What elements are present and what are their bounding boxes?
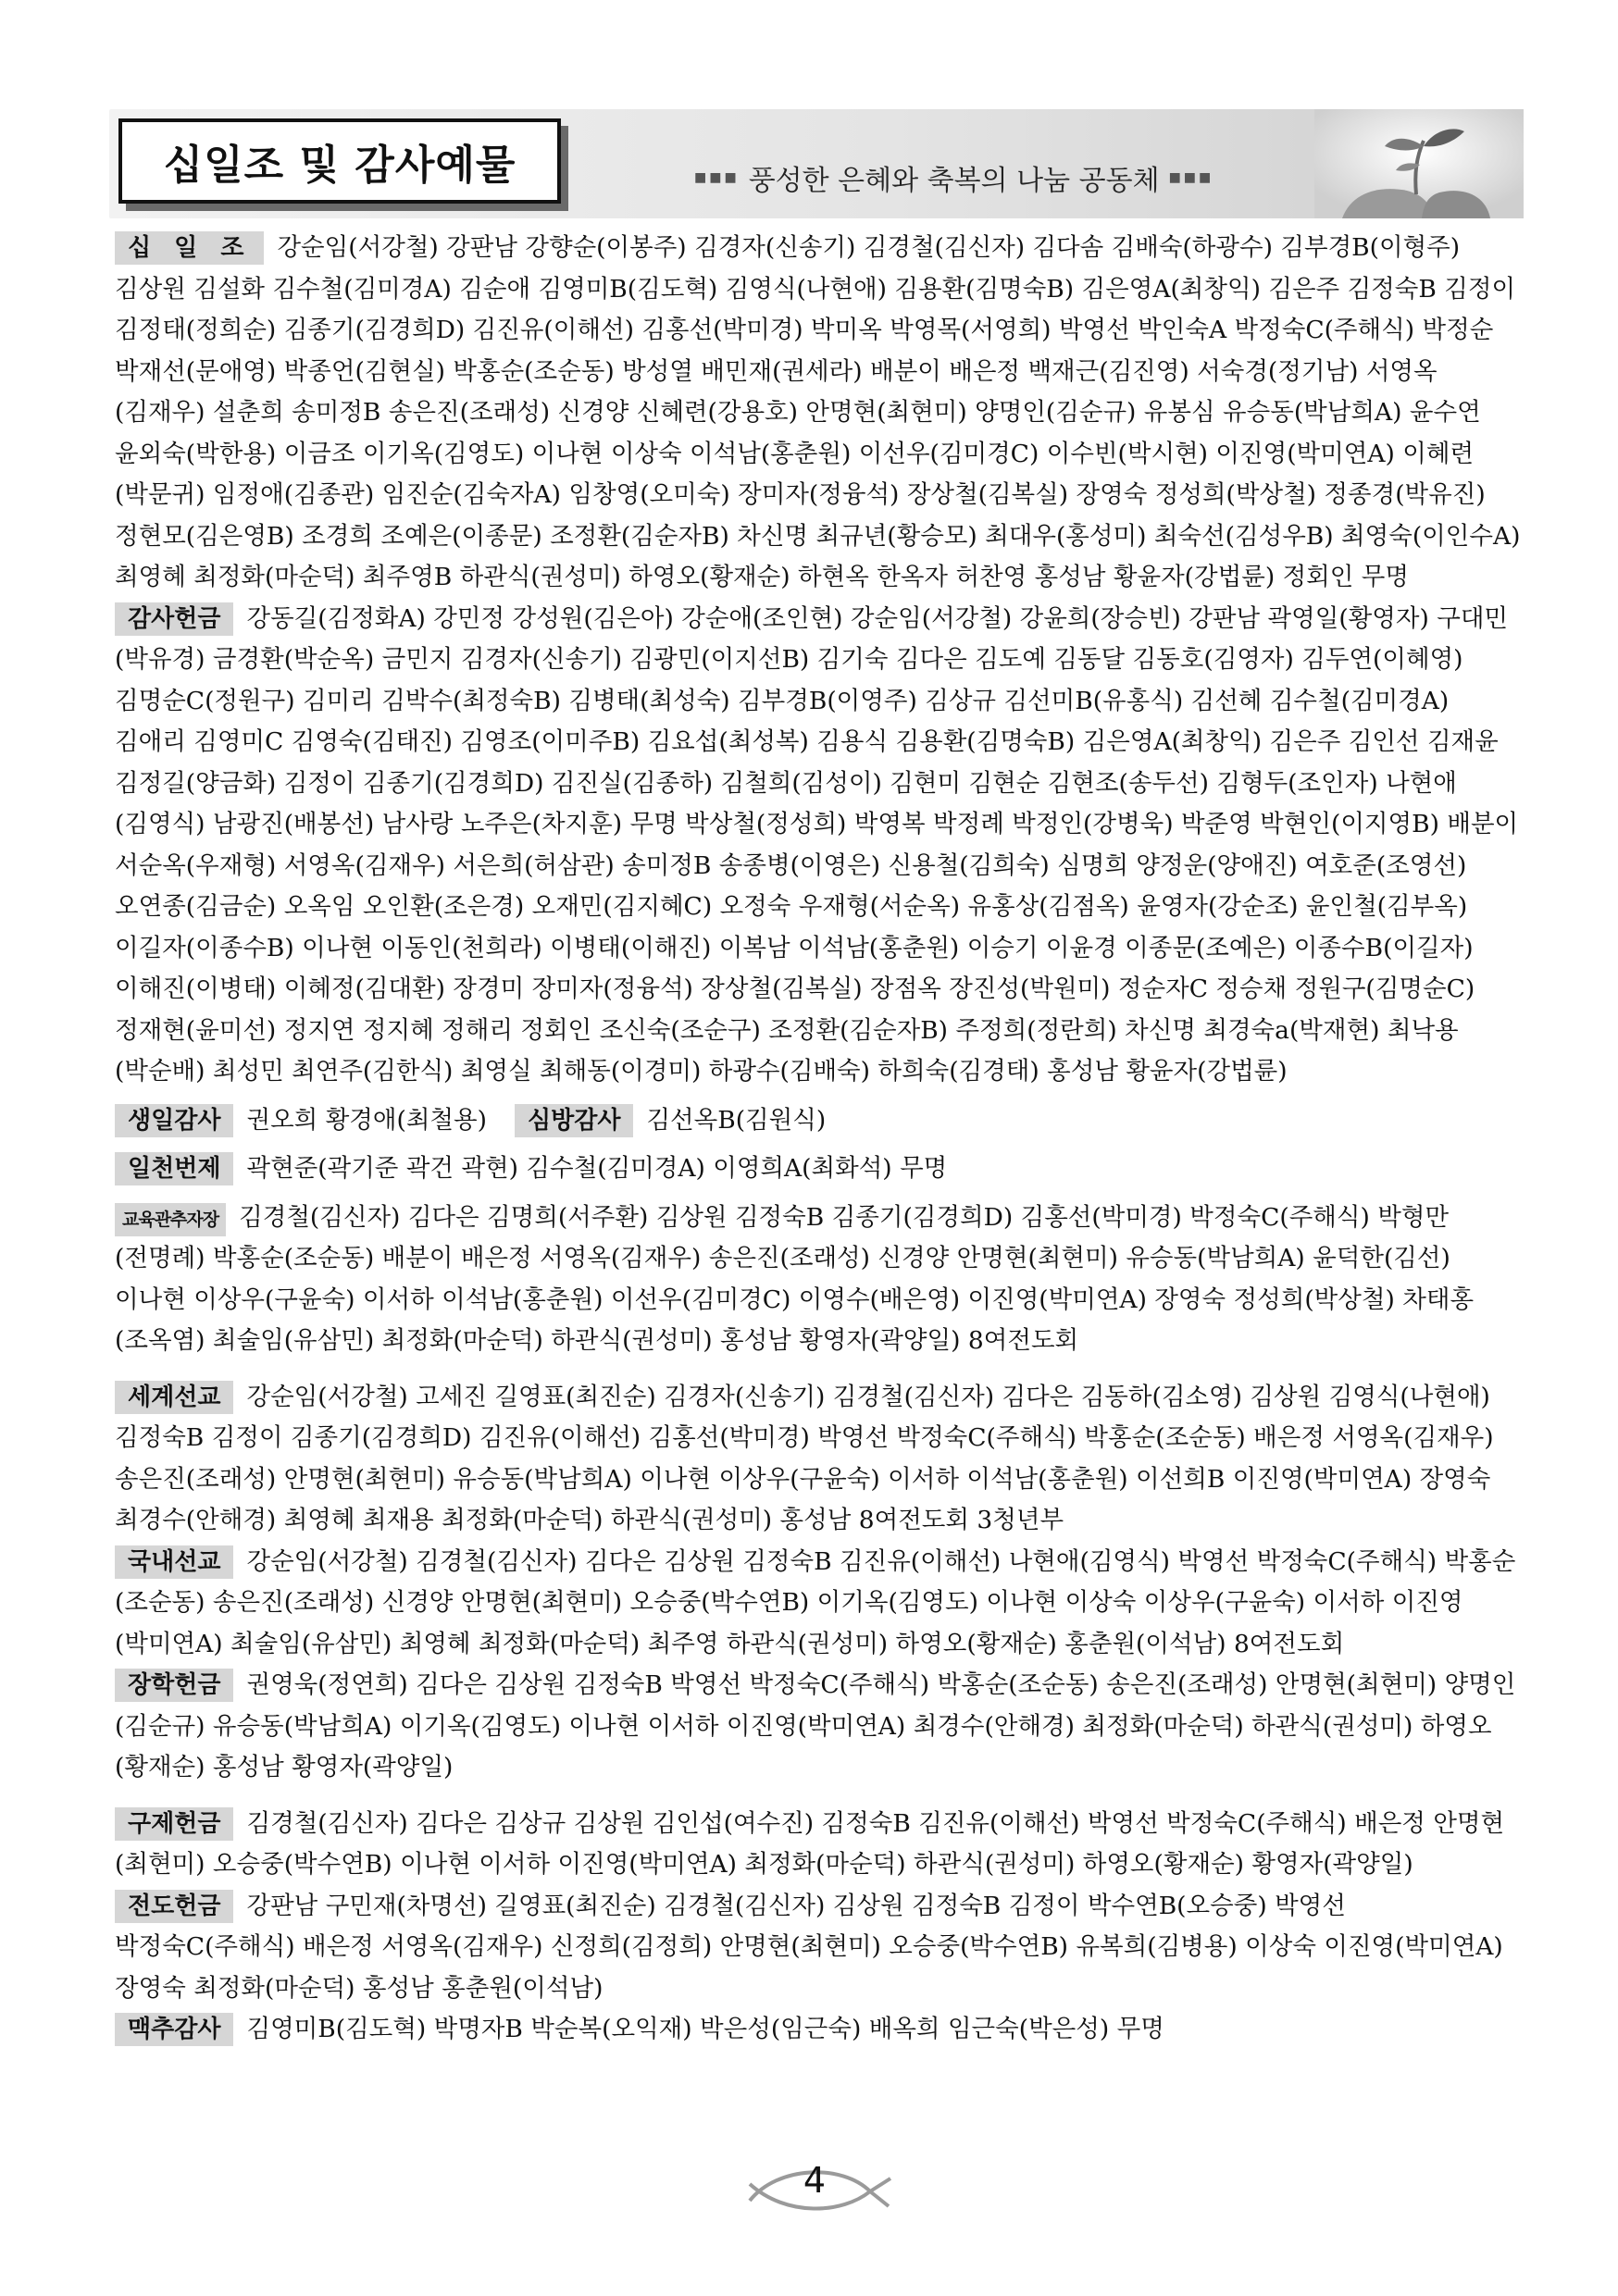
page-title-box	[118, 118, 561, 204]
section-label: 감사헌금	[115, 602, 233, 636]
section-names: 강순임(서강철) 고세진 길영표(최진순) 김경자(신송기) 김경철(김신자) 김다은 김동하(김소영) 김상원 김영식(나현애) 김정숙B 김정이 김종기(김경희D) 김진유(이해선) 김홍선(박미경) 박영선 박정숙C(주해식) 박홍순(조순동) 배은정 서영옥(김재우) 송은진(조래성) 안명현(최현미) 유승동(박남희A) 이나현 이상우(구윤숙) 이서하 이석남(홍춘원) 이선희B 이진영(박미연A) 장영숙 최경수(안해경) 최영혜 최재용 최정화(마순덕) 하관식(권성미) 홍성남 8여전도회 3청년부	[115, 1382, 1494, 1534]
section-names: 곽현준(곽기준 곽건 곽현) 김수철(김미경A) 이영희A(최화석) 무명	[246, 1154, 948, 1183]
section-label: 교육관추자장	[115, 1203, 226, 1236]
section-evangelism	[115, 1886, 1527, 2010]
section-label: 일천번제	[115, 1152, 233, 1185]
page-number: 4	[803, 2160, 827, 2201]
section-thanksgiving	[115, 599, 1527, 1093]
section-label: 국내선교	[115, 1545, 233, 1579]
section-names: 김경철(김신자) 김다은 김명희(서주환) 김상원 김정숙B 김종기(김경희D) 김홍선(박미경) 박정숙C(주해식) 박형만(전명례) 박홍순(조순동) 배분이 배은정 서영옥(김재우) 송은진(조래성) 신경양 안명현(최현미) 유승동(박남희A) 윤덕한(김선) 이나현 이상우(구윤숙) 이서하 이석남(홍춘원) 이선우(김미경C) 이영수(배은영) 이진영(박미연A) 장영숙 정성희(박상철) 차태홍(조옥염) 최술임(유삼민) 최정화(마순덕) 하관식(권성미) 홍성남 황영자(곽양일) 8여전도회	[115, 1202, 1475, 1355]
offering-list	[115, 228, 1527, 2051]
section-label: 구제헌금	[115, 1807, 233, 1841]
section-names: 강순임(서강철) 강판남 강향순(이봉주) 김경자(신송기) 김경철(김신자) 김다솜 김배숙(하광수) 김부경B(이형주) 김상원 김설화 김수철(김미경A) 김순애 김영미B(김도혁) 김영식(나현애) 김용환(김명숙B) 김은영A(최창익) 김은주 김정숙B 김정이 김정태(정희순) 김종기(김경희D) 김진유(이해선) 김홍선(박미경) 박미옥 박영목(서영희) 박영선 박인숙A 박정숙C(주해식) 박정순 박재선(문애영) 박종언(김현실) 박홍순(조순동) 방성열 배민재(권세라) 배분이 배은정 백재근(김진영) 서숙경(정기남) 서영옥(김재우) 설춘희 송미정B 송은진(조래성) 신경양 신혜련(강용호) 안명현(최현미) 양명인(김순규) 유봉심 유승동(박남희A) 윤수연 윤외숙(박한용) 이금조 이기옥(김영도) 이나현 이상숙 이석남(홍춘원) 이선우(김미경C) 이수빈(박시현) 이진영(박미연A) 이혜련(박문귀) 임정애(김종관) 임진순(김숙자A) 임창영(오미숙) 장미자(정융석) 장상철(김복실) 장영숙 정성희(박상철) 정종경(박유진) 정현모(김은영B) 조경희 조예은(이종문) 조정환(김순자B) 차신명 최규년(황승모) 최대우(홍성미) 최숙선(김성우B) 최영숙(이인수A) 최영혜 최정화(마순덕) 최주영B 하관식(권성미) 하영오(황재순) 하현옥 한옥자 허찬영 홍성남 황윤자(강법륜) 정회인 무명	[115, 233, 1521, 591]
section-names: 강순임(서강철) 김경철(김신자) 김다은 김상원 김정숙B 김진유(이해선) 나현애(김영식) 박영선 박정숙C(주해식) 박홍순(조순동) 송은진(조래성) 신경양 안명현(최현미) 오승중(박수연B) 이기옥(김영도) 이나현 이상숙 이상우(구윤숙) 이서하 이진영(박미연A) 최술임(유삼민) 최영혜 최정화(마순덕) 최주영 하관식(권성미) 하영오(황재순) 홍춘원(이석남) 8여전도회	[115, 1546, 1516, 1658]
section-label: 장학헌금	[115, 1669, 233, 1702]
section-scholarship	[115, 1665, 1527, 1789]
section-label: 전도헌금	[115, 1890, 233, 1923]
section-names: 권영욱(정연희) 김다은 김상원 김정숙B 박영선 박정숙C(주해식) 박홍순(조순동) 송은진(조래성) 안명현(최현미) 양명인(김순규) 유승동(박남희A) 이기옥(김영도) 이나현 이서하 이진영(박미연A) 최경수(안해경) 최정화(마순덕) 하관식(권성미) 하영오(황재순) 홍성남 황영자(곽양일)	[115, 1670, 1516, 1781]
section-world-mission	[115, 1377, 1527, 1542]
subtitle-suffix: ■■■	[1168, 170, 1214, 185]
section-label: 세계선교	[115, 1381, 233, 1414]
section-domestic-mission	[115, 1542, 1527, 1666]
header-subtitle	[694, 157, 1214, 198]
section-thousand-offerings	[115, 1148, 1527, 1190]
section-names-visit: 김선옥B(김원식)	[646, 1105, 827, 1135]
subtitle-prefix: ■■■	[694, 170, 740, 185]
section-names: 김영미B(김도혁) 박명자B 박순복(오익재) 박은성(임근숙) 배옥희 임근숙(박은성) 무명	[246, 2015, 1164, 2043]
page-footer	[731, 2156, 898, 2221]
section-label: 생일감사	[115, 1104, 233, 1137]
section-birthday-visit	[115, 1100, 1527, 1142]
section-education-hall	[115, 1198, 1527, 1362]
section-names: 권오희 황경애(최철용)	[246, 1105, 487, 1135]
seedling-in-hands-icon	[1314, 109, 1524, 218]
subtitle-text: 풍성한 은혜와 축복의 나눔 공동체	[748, 165, 1160, 197]
section-label: 십 일 조	[115, 231, 264, 265]
section-label: 맥추감사	[115, 2013, 233, 2046]
section-relief	[115, 1804, 1527, 1886]
section-harvest-thanks	[115, 2009, 1527, 2051]
section-tithe	[115, 228, 1527, 599]
section-label-visit: 심방감사	[515, 1104, 633, 1137]
section-names: 김경철(김신자) 김다은 김상규 김상원 김인섭(여수진) 김정숙B 김진유(이해선) 박영선 박정숙C(주해식) 배은정 안명현(최현미) 오승중(박수연B) 이나현 이서하 이진영(박미연A) 최정화(마순덕) 하관식(권성미) 하영오(황재순) 황영자(곽양일)	[115, 1808, 1505, 1879]
section-names: 강동길(김정화A) 강민정 강성원(김은아) 강순애(조인현) 강순임(서강철) 강윤희(장승빈) 강판남 곽영일(황영자) 구대민(박유경) 금경환(박순옥) 금민지 김경자(신송기) 김광민(이지선B) 김기숙 김다은 김도예 김동달 김동호(김영자) 김두연(이혜영) 김명순C(정원구) 김미리 김박수(최정숙B) 김병태(최성숙) 김부경B(이영주) 김상규 김선미B(유홍식) 김선혜 김수철(김미경A) 김애리 김영미C 김영숙(김태진) 김영조(이미주B) 김요섭(최성복) 김용식 김용환(김명숙B) 김은영A(최창익) 김은주 김인선 김재윤 김정길(양금화) 김정이 김종기(김경희D) 김진실(김종하) 김철희(김성이) 김현미 김현순 김현조(송두선) 김형두(조인자) 나현애(김영식) 남광진(배봉선) 남사랑 노주은(차지훈) 무명 박상철(정성희) 박영복 박정례 박정인(강병욱) 박준영 박현인(이지영B) 배분이 서순옥(우재형) 서영옥(김재우) 서은희(허삼관) 송미정B 송종병(이영은) 신용철(김희숙) 심명희 양정운(양애진) 여호준(조영선) 오연종(김금순) 오옥임 오인환(조은경) 오재민(김지혜C) 오정숙 우재형(서순옥) 유홍상(김점옥) 윤영자(강순조) 윤인철(김부옥) 이길자(이종수B) 이나현 이동인(천희라) 이병태(이해진) 이복남 이석남(홍춘원) 이승기 이윤경 이종문(조예은) 이종수B(이길자) 이해진(이병태) 이혜정(김대환) 장경미 장미자(정융석) 장상철(김복실) 장점옥 장진성(박원미) 정순자C 정승채 정원구(김명순C) 정재현(윤미선) 정지연 정지혜 정해리 정회인 조신숙(조순구) 조정환(김순자B) 주정희(정란희) 차신명 최경숙a(박재현) 최낙용(박순배) 최성민 최연주(김한식) 최영실 최해동(이경미) 하광수(김배숙) 하희숙(김경태) 홍성남 황윤자(강법륜)	[115, 603, 1519, 1086]
page-title: 십일조 및 감사예물	[163, 142, 517, 189]
section-names: 강판남 구민재(차명선) 길영표(최진순) 김경철(김신자) 김상원 김정숙B 김정이 박수연B(오승중) 박영선 박정숙C(주해식) 배은정 서영옥(김재우) 신정희(김정희) 안명현(최현미) 오승중(박수연B) 유복희(김병용) 이상숙 이진영(박미연A) 장영숙 최정화(마순덕) 홍성남 홍춘원(이석남)	[115, 1891, 1503, 2003]
